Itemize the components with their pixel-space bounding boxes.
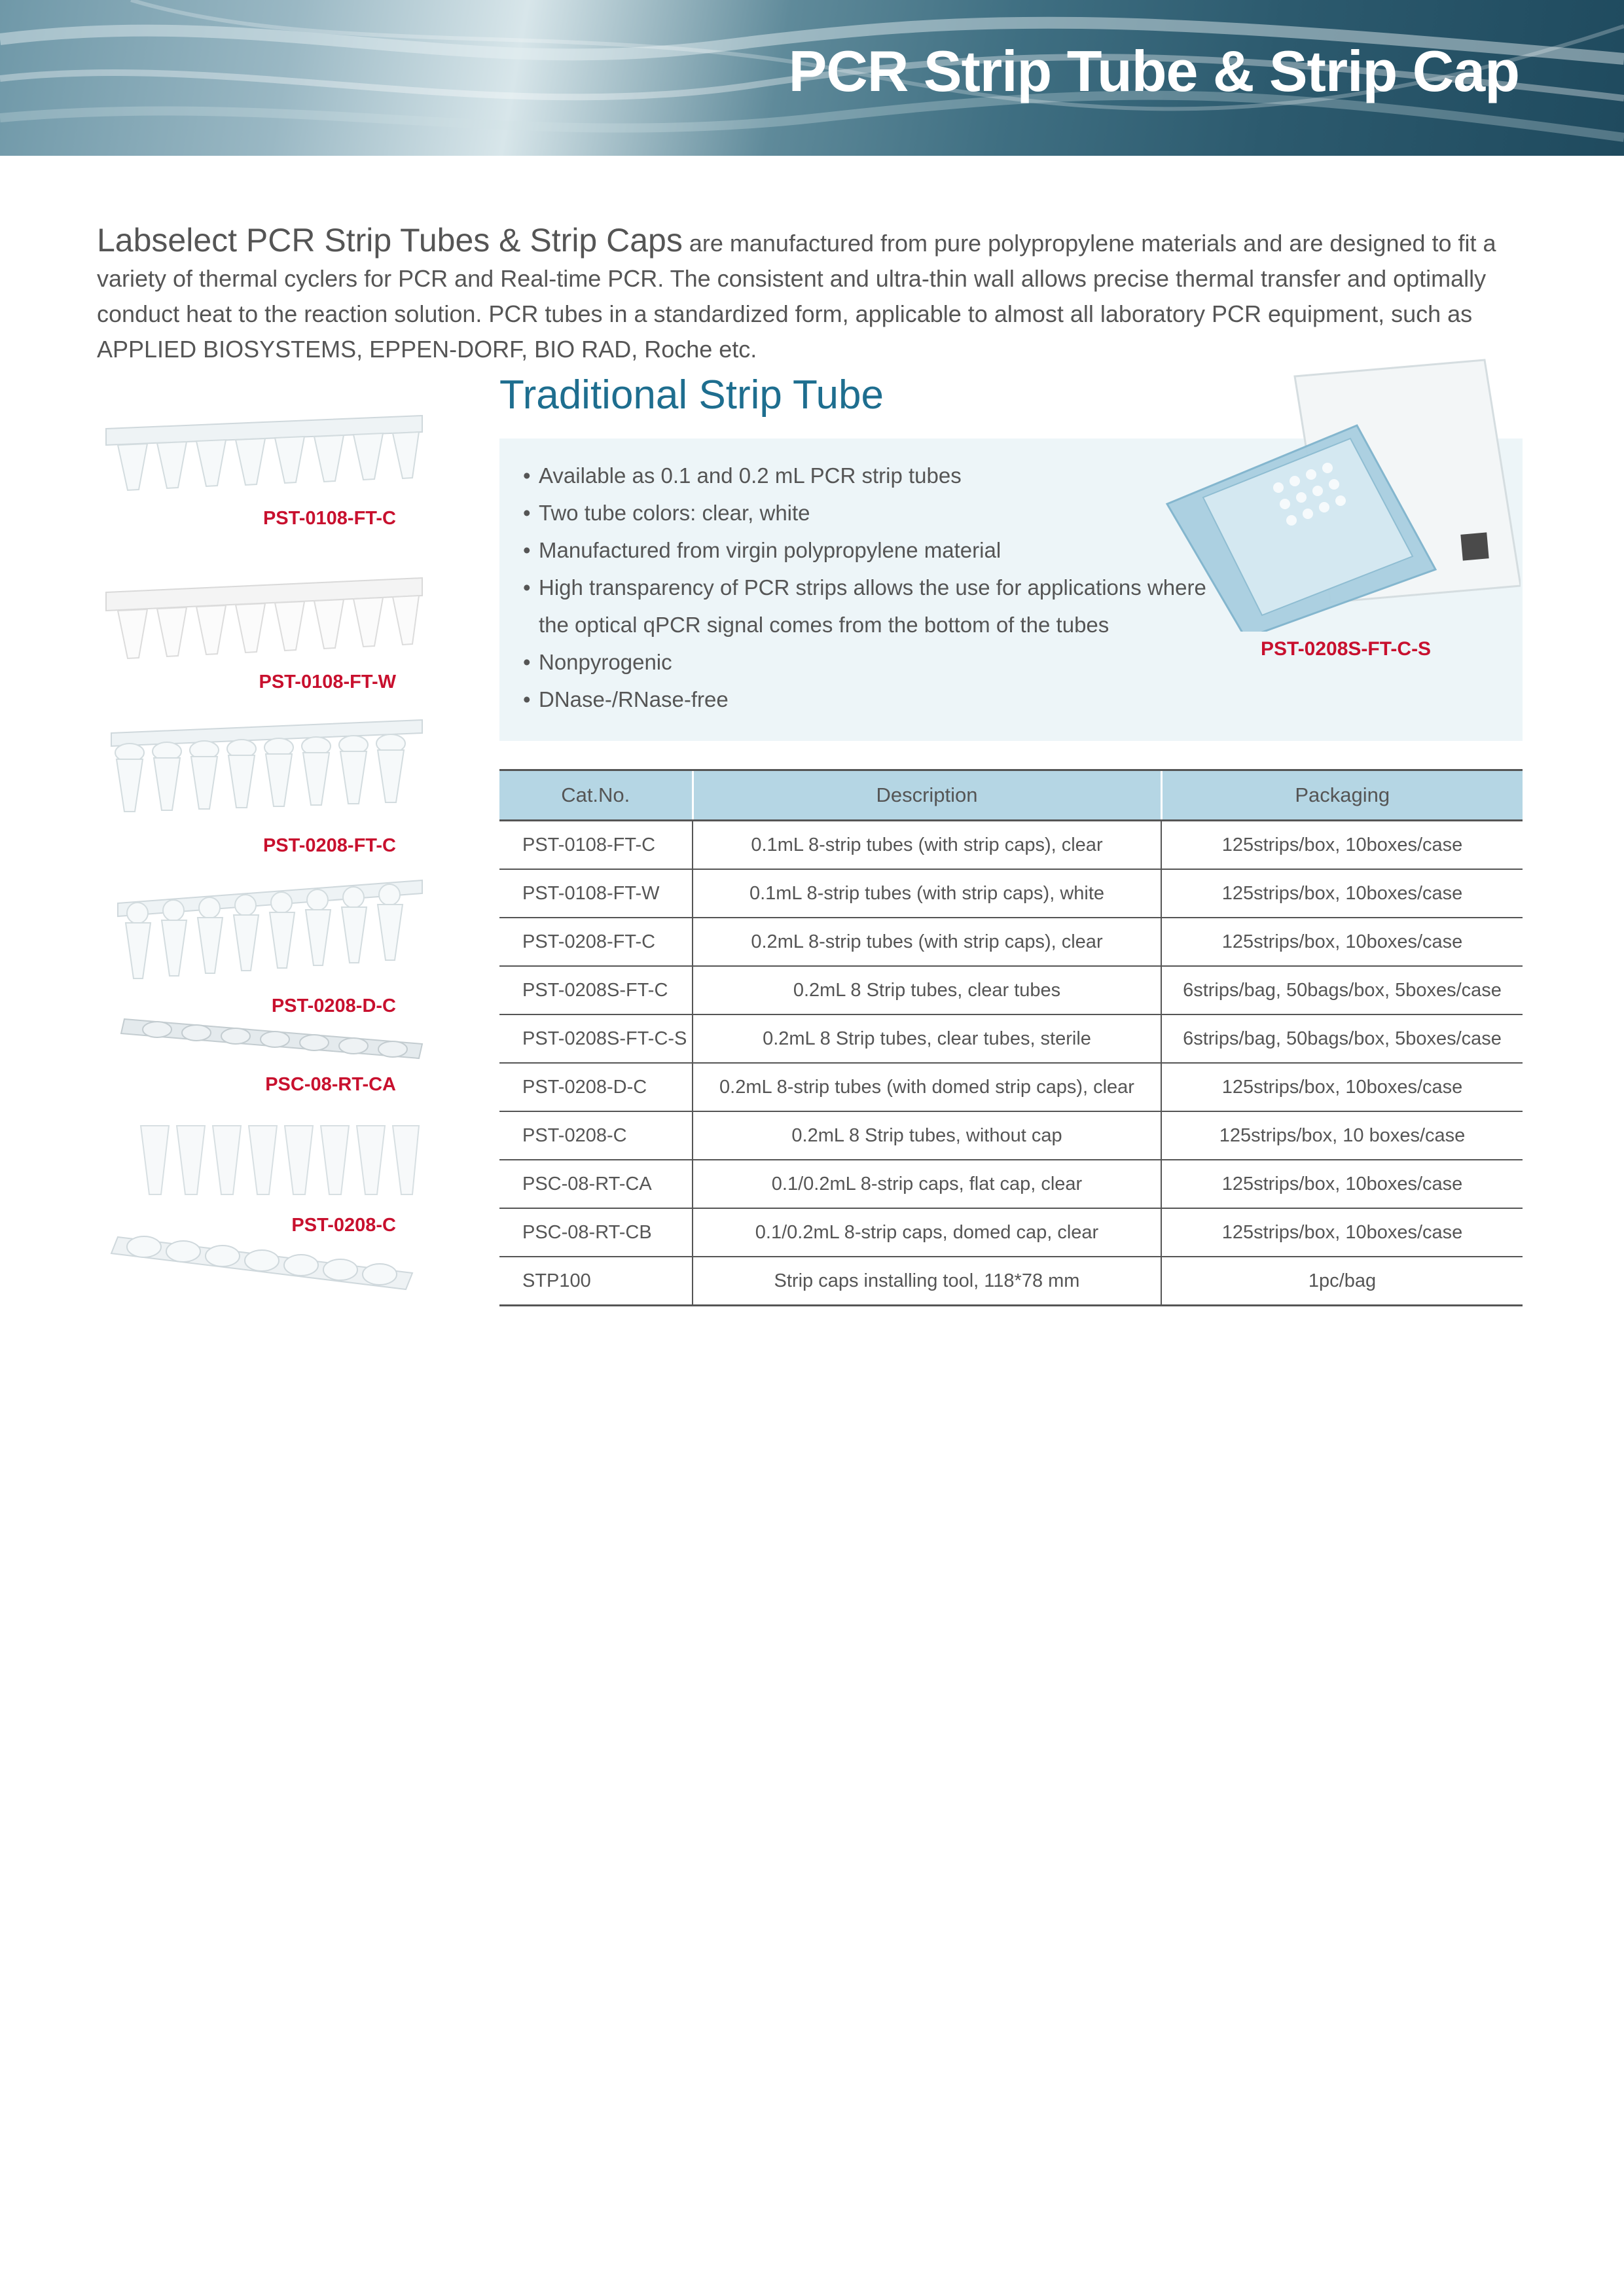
table-row: PST-0208S-FT-C-S 0.2mL 8 Strip tubes, clear tubes, sterile 6strips/bag, 50bags/box, 5boxes/case: [499, 1014, 1523, 1063]
feature-item: • Manufactured from virgin polypropylene material: [523, 538, 1001, 562]
product-code: PST-0208-FT-C: [262, 835, 396, 856]
product-image-2: [98, 553, 425, 693]
product-image-1: [98, 393, 425, 529]
product-image-6: [98, 1119, 425, 1236]
feature-item-continued: the optical qPCR signal comes from the bottom of the tubes: [539, 613, 1110, 637]
catalog-table: [499, 769, 1523, 1306]
product-image-5: [98, 1011, 425, 1096]
table-row: PST-0208-FT-C 0.2mL 8-strip tubes (with strip caps), clear 125strips/box, 10boxes/case: [499, 918, 1523, 966]
strip-tube-image: [98, 1119, 425, 1211]
table-header-row: [499, 770, 1523, 821]
strip-cap-image: [98, 1011, 425, 1070]
product-image-4: [98, 867, 425, 1017]
intro-paragraph: [97, 223, 1524, 367]
table-row: PST-0208S-FT-C 0.2mL 8 Strip tubes, clear tubes 6strips/bag, 50bags/box, 5boxes/case: [499, 966, 1523, 1014]
strip-cap-image: [98, 1224, 425, 1296]
header-description: Description: [693, 770, 1161, 821]
intro-lead: Labselect PCR Strip Tubes & Strip Caps: [97, 222, 683, 259]
strip-tube-image: [98, 867, 425, 992]
product-code: PST-0108-FT-W: [259, 672, 396, 692]
table-row: PSC-08-RT-CB 0.1/0.2mL 8-strip caps, domed cap, clear 125strips/box, 10boxes/case: [499, 1208, 1523, 1257]
strip-tube-image: [98, 553, 425, 668]
product-image-3: [98, 713, 425, 857]
product-code: PST-0208-D-C: [271, 996, 396, 1016]
feature-item: • DNase-/RNase-free: [523, 687, 729, 711]
table-row: PST-0108-FT-W 0.1mL 8-strip tubes (with strip caps), white 125strips/box, 10boxes/case: [499, 869, 1523, 918]
product-image-7: [98, 1224, 425, 1296]
bag-product-code: PST-0208S-FT-C-S: [1261, 638, 1432, 660]
feature-item: • Nonpyrogenic: [523, 650, 672, 674]
product-code: PSC-08-RT-CA: [265, 1074, 396, 1095]
intro-body: are manufactured from pure polypropylene materials and are designed to fit a variety of thermal cyclers for PCR and Real-time PCR. The consistent and ultra-thin wall allows precise thermal transfer and optimally conduct heat to the reaction solution. PCR tubes in a standardized form, applicable to almost all laboratory PCR equipment, such as APPLIED BIOSYSTEMS, EPPEN-DORF, BIO RAD, Roche etc.: [97, 230, 1496, 363]
sterile-bag-image: [1154, 357, 1521, 632]
feature-item: • High transparency of PCR strips allows the use for applications where: [523, 575, 1206, 600]
table-row: PSC-08-RT-CA 0.1/0.2mL 8-strip caps, flat cap, clear 125strips/box, 10boxes/case: [499, 1160, 1523, 1208]
table-row: STP100 Strip caps installing tool, 118*78 mm 1pc/bag: [499, 1257, 1523, 1306]
strip-tube-image: [98, 713, 425, 831]
table-row: PST-0208-C 0.2mL 8 Strip tubes, without cap 125strips/box, 10 boxes/case: [499, 1111, 1523, 1160]
product-code: PST-0108-FT-C: [262, 508, 396, 529]
header-packaging: Packaging: [1161, 770, 1523, 821]
table-row: PST-0208-D-C 0.2mL 8-strip tubes (with domed strip caps), clear 125strips/box, 10boxes/case: [499, 1063, 1523, 1111]
table-row: PST-0108-FT-C 0.1mL 8-strip tubes (with strip caps), clear 125strips/box, 10boxes/case: [499, 821, 1523, 870]
header-cat-no: Cat.No.: [499, 770, 693, 821]
feature-item: • Two tube colors: clear, white: [523, 501, 810, 525]
page-title: PCR Strip Tube & Strip Cap: [788, 39, 1519, 103]
features-panel: [499, 439, 1523, 741]
feature-item: • Available as 0.1 and 0.2 mL PCR strip tubes: [523, 463, 962, 488]
strip-tube-image: [98, 393, 425, 504]
header-banner: [0, 0, 1624, 156]
product-code: PST-0208-C: [291, 1215, 396, 1236]
section-title: Traditional Strip Tube: [499, 372, 884, 418]
